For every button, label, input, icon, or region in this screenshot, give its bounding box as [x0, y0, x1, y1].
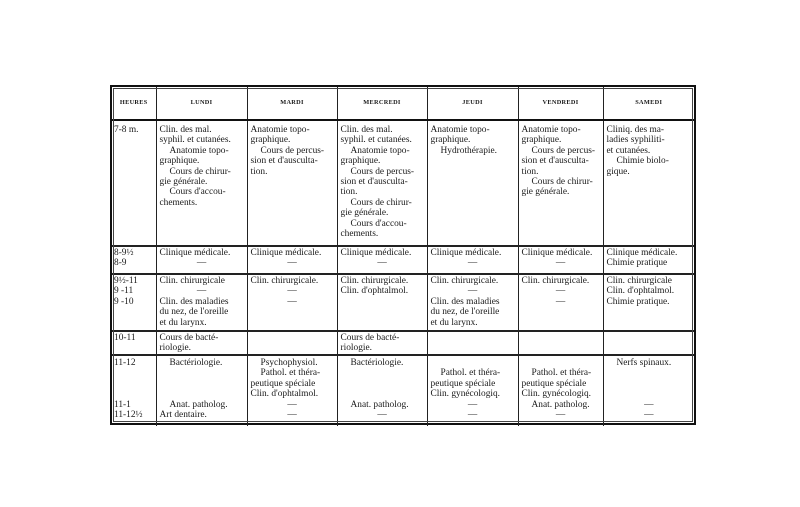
hour-label: 10-11 [114, 333, 136, 343]
course-line: Cours de bacté- [340, 333, 400, 343]
repeat-dash: — [287, 286, 297, 297]
course-cell [247, 331, 337, 355]
course-line: Anatomie topo- [250, 125, 310, 135]
course-cell [427, 355, 518, 426]
hour-label: 9½-11 [114, 276, 138, 286]
empty-line [607, 368, 695, 378]
course-line: peutique spéciale [250, 378, 316, 389]
hour-label: 8-9½ [114, 248, 134, 258]
course-cell [337, 355, 427, 426]
course-line: et cutanées. [606, 145, 651, 156]
course-cell [518, 355, 603, 426]
course-line: Chimie pratique [606, 258, 668, 269]
header-wednesday: MERCREDI [337, 87, 427, 120]
hour-label: 11-12 [114, 358, 136, 368]
hour-label: 9 -11 [114, 286, 134, 297]
empty-line [160, 368, 247, 378]
header-monday: LUNDI [156, 87, 247, 120]
empty-line [341, 389, 427, 399]
course-cell [156, 331, 247, 355]
course-line: Pathol. et théra- [260, 368, 321, 379]
empty-line [431, 358, 518, 368]
course-line: sion et d'ausculta- [521, 156, 589, 167]
course-cell [156, 274, 247, 331]
course-line: Clinique médicale. [159, 248, 231, 258]
schedule-table [112, 87, 694, 426]
course-line: Chimie biolo- [616, 156, 669, 167]
course-line: tion. [521, 166, 539, 177]
course-line: Cours de chirur- [169, 166, 231, 177]
course-line: Clin. chirurgicale. [521, 276, 590, 286]
hour-label: 9 -10 [114, 296, 134, 307]
course-cell [337, 274, 427, 331]
course-line: Cours de percus- [260, 145, 325, 156]
course-line: du nez, de l'oreille [159, 307, 229, 318]
schedule-row [112, 120, 694, 246]
course-line: Clinique médicale. [521, 248, 593, 258]
course-line: chements. [159, 197, 198, 208]
repeat-dash: — [287, 258, 297, 269]
course-line: graphique. [250, 135, 291, 146]
course-cell [247, 274, 337, 331]
course-line: Clinique médicale. [340, 248, 412, 258]
repeat-dash: — [287, 399, 297, 410]
course-line: Clin. des mal. [159, 125, 212, 135]
course-line: Cours d'accou- [169, 187, 226, 198]
hour-cell [112, 120, 156, 246]
course-line: Cours de percus- [350, 166, 415, 177]
course-line: gie générale. [340, 208, 389, 219]
course-line: Cours de chirur- [531, 176, 593, 187]
repeat-dash: — [644, 399, 654, 410]
repeat-dash: — [555, 258, 566, 269]
schedule-row [112, 331, 694, 355]
course-cell [247, 120, 337, 246]
repeat-dash: — [287, 296, 297, 307]
hour-cell [112, 246, 156, 274]
empty-line [341, 379, 427, 389]
hour-label [114, 379, 156, 389]
course-line: tion. [250, 166, 268, 177]
course-line: Clin. d'ophtalmol. [250, 389, 319, 400]
course-line: Pathol. et théra- [440, 368, 501, 379]
course-cell [603, 120, 694, 246]
repeat-dash: — [377, 258, 387, 269]
course-line: Cours de percus- [531, 145, 596, 156]
empty-line [160, 389, 247, 399]
course-line: Cours de bacté- [159, 333, 219, 343]
course-line: chements. [340, 228, 379, 239]
course-line: Clin. gynécologiq. [521, 389, 592, 400]
course-cell [427, 331, 518, 355]
course-cell [427, 246, 518, 274]
course-cell [518, 331, 603, 355]
course-line: peutique spéciale [430, 378, 496, 389]
course-cell [156, 246, 247, 274]
course-line: Anatomie topo- [430, 125, 490, 135]
repeat-dash: — [196, 286, 207, 297]
course-line: graphique. [521, 135, 562, 146]
course-cell [337, 331, 427, 355]
course-line: Nerfs spinaux. [616, 358, 672, 368]
empty-line [522, 358, 603, 368]
repeat-dash: — [644, 409, 654, 420]
hour-cell [112, 331, 156, 355]
hour-label [114, 368, 156, 378]
course-line: Clin. d'ophtalmol. [606, 286, 675, 297]
course-cell [603, 331, 694, 355]
course-line: peutique spéciale [521, 378, 587, 389]
course-line: et du larynx. [159, 317, 207, 328]
course-cell [518, 274, 603, 331]
course-cell [156, 120, 247, 246]
course-line: Cours d'accou- [350, 218, 407, 229]
hour-label: 7-8 m. [114, 125, 139, 135]
course-line: tion. [340, 187, 358, 198]
repeat-dash: — [377, 409, 387, 420]
empty-line [160, 379, 247, 389]
course-line: gie générale. [159, 176, 208, 187]
header-friday: VENDREDI [518, 87, 603, 120]
course-cell [427, 120, 518, 246]
course-cell [603, 355, 694, 426]
course-line: Clinique médicale. [606, 248, 678, 258]
course-line: Pathol. et théra- [531, 368, 592, 379]
course-line: graphique. [340, 156, 381, 167]
course-line: Clin. gynécologiq. [430, 389, 501, 400]
course-cell [247, 246, 337, 274]
hour-label: 11-12½ [114, 409, 143, 420]
course-line: Anat. patholog. [169, 399, 228, 410]
course-line: Anatomie topo- [521, 125, 581, 135]
schedule-row [112, 246, 694, 274]
empty-line [341, 368, 427, 378]
course-line: Chimie pratique. [606, 296, 670, 307]
course-line: sion et d'ausculta- [250, 156, 318, 167]
course-line: Hydrothérapie. [440, 145, 497, 156]
course-line: sion et d'ausculta- [340, 176, 408, 187]
course-line: Clinique médicale. [250, 248, 322, 258]
repeat-dash: — [196, 258, 207, 269]
header-hours: HEURES [112, 87, 156, 120]
course-line: Psychophysiol. [260, 358, 318, 368]
course-line: du nez, de l'oreille [430, 307, 500, 318]
course-line: graphique. [159, 156, 200, 167]
hour-label: 11-1 [114, 399, 131, 410]
course-line: Anat. patholog. [350, 399, 409, 410]
course-cell [337, 246, 427, 274]
course-line: Clin. d'ophtalmol. [340, 286, 409, 297]
schedule-row [112, 355, 694, 426]
course-cell [337, 120, 427, 246]
header-saturday: SAMEDI [603, 87, 694, 120]
repeat-dash: — [467, 258, 478, 269]
hour-cell [112, 355, 156, 426]
header-tuesday: MARDI [247, 87, 337, 120]
course-line: Cliniq. des ma- [606, 125, 665, 135]
course-line: Clin. des maladies [430, 296, 500, 307]
course-line: gique. [606, 166, 630, 177]
course-line: Bactériologie. [350, 358, 404, 368]
course-line: Cours de chirur- [350, 197, 412, 208]
header-row [112, 87, 694, 120]
hour-cell [112, 274, 156, 331]
repeat-dash: — [467, 409, 478, 420]
course-line: Anat. patholog. [531, 399, 590, 410]
repeat-dash: — [555, 286, 566, 297]
repeat-dash: — [287, 409, 297, 420]
header-thursday: JEUDI [427, 87, 518, 120]
course-line: syphil. et cutanées. [340, 135, 412, 146]
course-cell [518, 246, 603, 274]
course-line: Clin. chirurgicale. [340, 276, 409, 286]
empty-line [607, 379, 695, 389]
course-line: Clin. chirurgicale. [430, 276, 499, 286]
course-line: gie générale. [521, 187, 570, 198]
hour-label: 8-9 [114, 258, 127, 269]
repeat-dash: — [555, 296, 566, 307]
course-line: Anatomie topo- [350, 145, 410, 156]
course-line: Clinique médicale. [430, 248, 502, 258]
course-line: Clin. des mal. [340, 125, 393, 135]
course-cell [427, 274, 518, 331]
course-line: Bactériologie. [169, 358, 223, 368]
course-line: Clin. chirurgicale [606, 276, 672, 286]
repeat-dash: — [555, 409, 566, 420]
repeat-dash: — [467, 286, 478, 297]
course-line: Clin. des maladies [159, 296, 229, 307]
course-line: riologie. [159, 343, 192, 354]
course-line: ladies syphiliti- [606, 135, 665, 146]
course-cell [603, 246, 694, 274]
course-line: et du larynx. [430, 317, 478, 328]
course-line: Art dentaire. [159, 409, 207, 420]
course-cell [156, 355, 247, 426]
course-cell [603, 274, 694, 331]
course-line: Clin. chirurgicale [159, 276, 225, 286]
repeat-dash: — [467, 399, 478, 410]
course-line: graphique. [430, 135, 471, 146]
course-line: Anatomie topo- [169, 145, 229, 156]
course-line: Clin. chirurgicale. [250, 276, 319, 286]
empty-line [607, 389, 695, 399]
course-line: syphil. et cutanées. [159, 135, 231, 146]
course-line: riologie. [340, 343, 373, 354]
hour-label [114, 389, 156, 399]
course-cell [247, 355, 337, 426]
schedule-row [112, 274, 694, 331]
timetable-sheet [110, 85, 696, 425]
course-cell [518, 120, 603, 246]
